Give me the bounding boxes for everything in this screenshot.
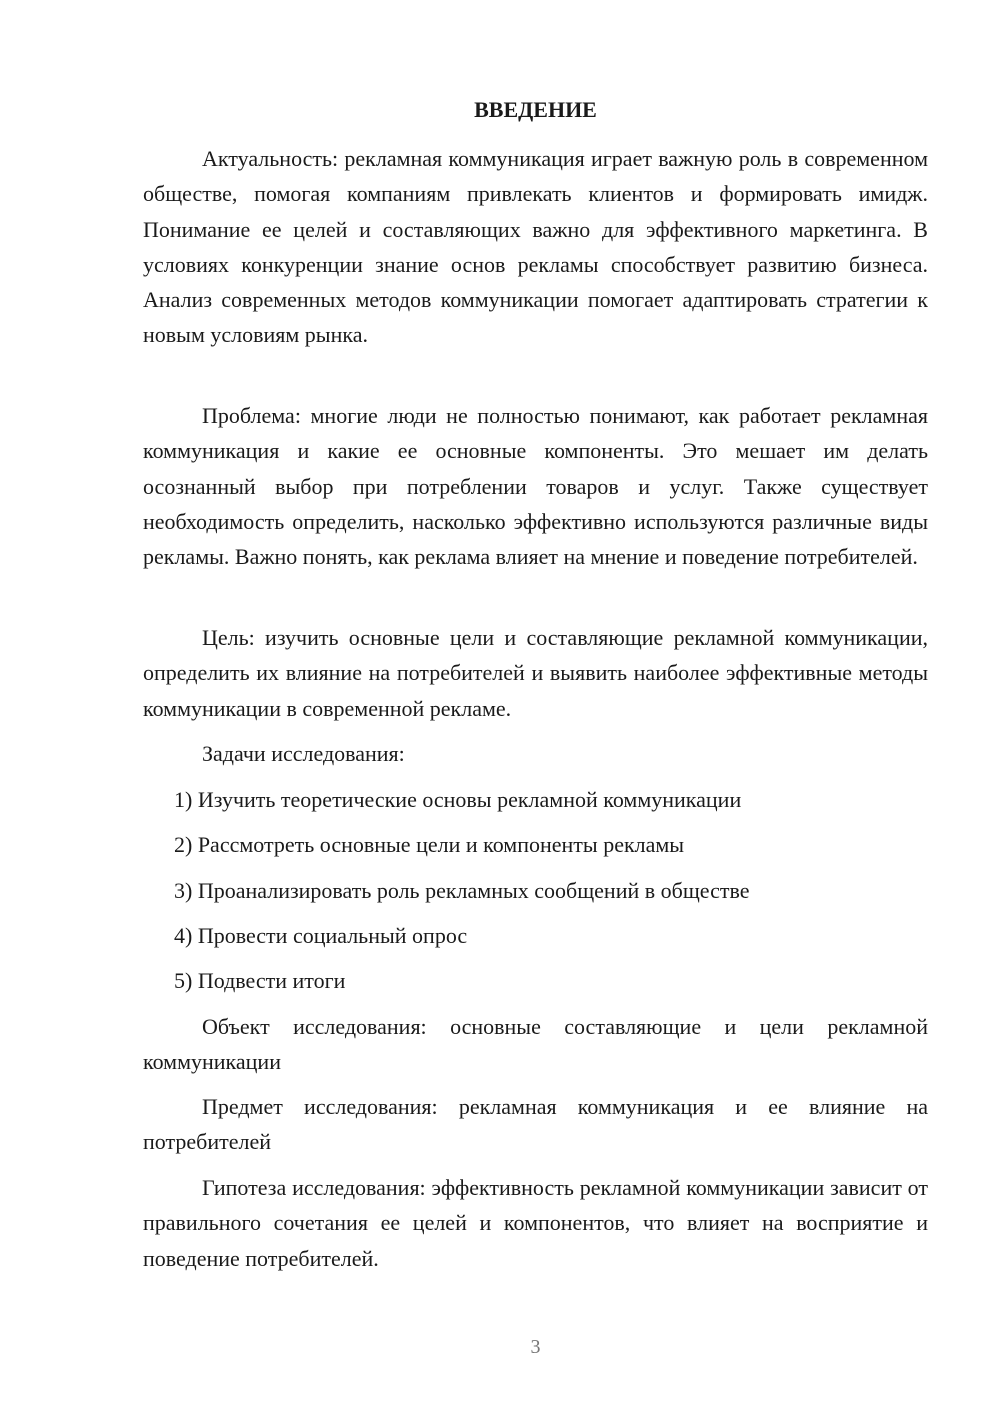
paragraph-relevance: Актуальность: рекламная коммуникация играет важную роль в современном обществе, помогая компаниям привлекать клиентов и формировать имидж. Понимание ее целей и составляющих важно для эффективного маркетинга. В условиях конкуренции знание основ рекламы способствует развитию бизнеса. Анализ современных методов коммуникации помогает адаптировать стратегии к новым условиям рынка. <box>143 146 928 348</box>
document-page <box>143 0 928 1414</box>
list-item: 3) Проанализировать роль рекламных сообщений в обществе <box>174 878 750 903</box>
page-number: 3 <box>530 1336 541 1358</box>
paragraph-object: Объект исследования: основные составляющие и цели рекламной коммуникации <box>143 1014 928 1075</box>
list-item: 2) Рассмотреть основные цели и компоненты рекламы <box>174 832 685 857</box>
paragraph-goal: Цель: изучить основные цели и составляющие рекламной коммуникации, определить их влияние на потребителей и выявить наиболее эффективные методы коммуникации в современной рекламе. <box>143 625 928 721</box>
page-title: ВВЕДЕНИЕ <box>474 97 597 122</box>
list-item: 4) Провести социальный опрос <box>174 923 468 948</box>
tasks-heading: Задачи исследования: <box>202 741 405 766</box>
paragraph-subject: Предмет исследования: рекламная коммуникация и ее влияние на потребителей <box>143 1094 928 1155</box>
list-item: 1) Изучить теоретические основы рекламной коммуникации <box>174 787 742 812</box>
list-item: 5) Подвести итоги <box>174 968 346 993</box>
paragraph-problem: Проблема: многие люди не полностью понимают, как работает рекламная коммуникация и какие ее основные компоненты. Это мешает им делать осознанный выбор при потреблении товаров и услуг. Также существует необходимость определить, насколько эффективно используются различные виды рекламы. Важно понять, как реклама влияет на мнение и поведение потребителей. <box>143 403 928 570</box>
paragraph-hypothesis: Гипотеза исследования: эффективность рекламной коммуникации зависит от правильного сочетания ее целей и компонентов, что влияет на восприятие и поведение потребителей. <box>143 1175 928 1271</box>
